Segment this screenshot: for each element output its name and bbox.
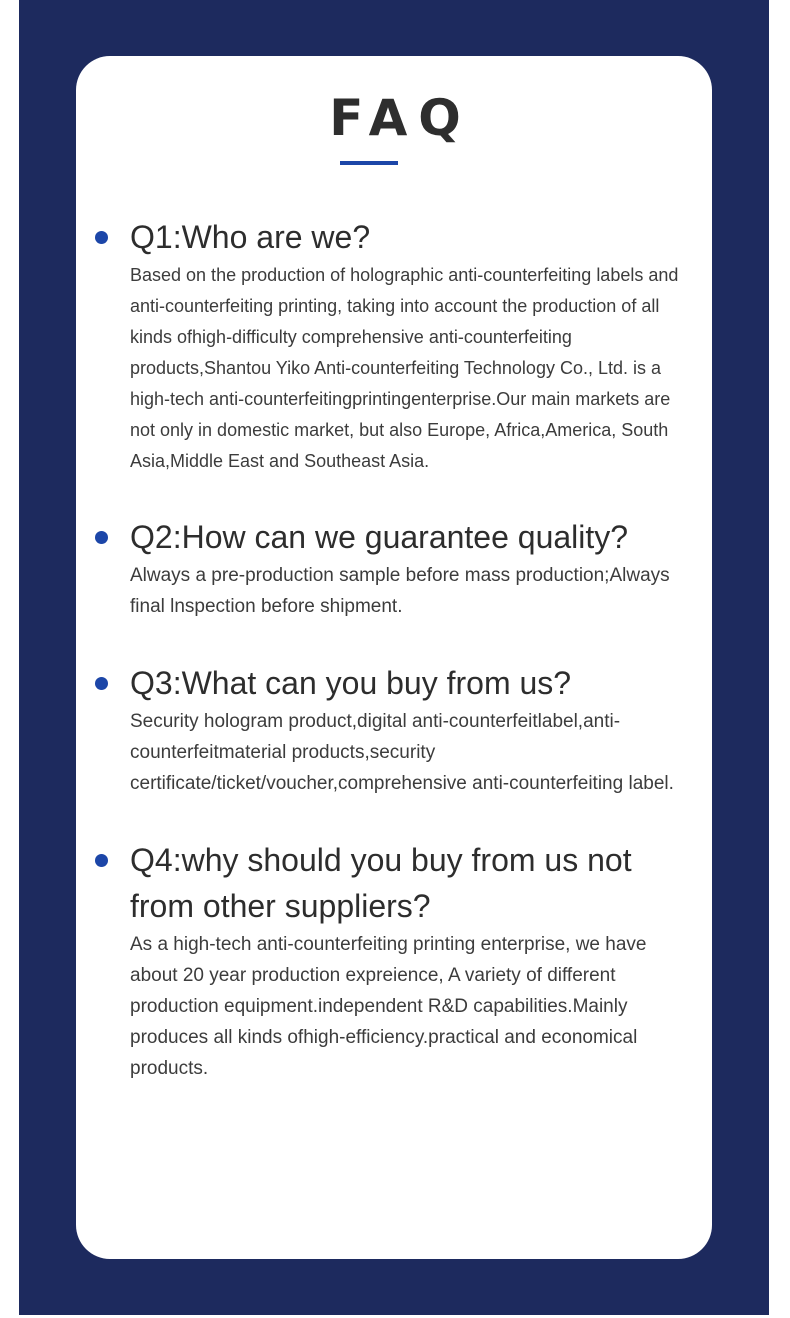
faq-question: Q4:why should you buy from us not from other suppliers? bbox=[130, 842, 632, 924]
bullet-icon bbox=[95, 231, 108, 244]
bullet-icon bbox=[95, 854, 108, 867]
bullet-icon bbox=[95, 531, 108, 544]
faq-item-q3 bbox=[130, 660, 682, 799]
faq-section bbox=[19, 0, 769, 1315]
faq-question: Q2:How can we guarantee quality? bbox=[130, 519, 629, 555]
faq-answer: As a high-tech anti-counterfeiting printing enterprise, we have about 20 year production expreience, A variety of different production equipment.independent R&D capabilities.Mainly produces all kinds ofhigh-efficiency.practical and economical products. bbox=[130, 934, 647, 1079]
faq-question: Q1:Who are we? bbox=[130, 219, 371, 255]
faq-question: Q3:What can you buy from us? bbox=[130, 665, 572, 701]
faq-item-q4 bbox=[130, 837, 682, 1084]
faq-answer: Based on the production of holographic anti-counterfeiting labels and anti-counterfeiting printing, taking into account the production of all kinds ofhigh-difficulty comprehensive anti-counterfeiting products,Shantou Yiko Anti-counterfeiting Technology Co., Ltd. is a high-tech anti-counterfeitingprintingenterprise.Our main markets are not only in domestic market, but also Europe, Africa,America, South Asia,Middle East and Southeast Asia. bbox=[130, 265, 679, 471]
faq-item-q1 bbox=[130, 214, 682, 477]
title-underline bbox=[340, 161, 398, 165]
bullet-icon bbox=[95, 677, 108, 690]
page-title: FAQ bbox=[329, 89, 472, 147]
faq-answer: Always a pre-production sample before mass production;Always final lnspection before shipment. bbox=[130, 565, 670, 617]
faq-item-q2 bbox=[130, 514, 682, 622]
faq-answer: Security hologram product,digital anti-counterfeitlabel,anti-counterfeitmaterial products,security certificate/ticket/voucher,comprehensive anti-counterfeiting label. bbox=[130, 711, 674, 794]
